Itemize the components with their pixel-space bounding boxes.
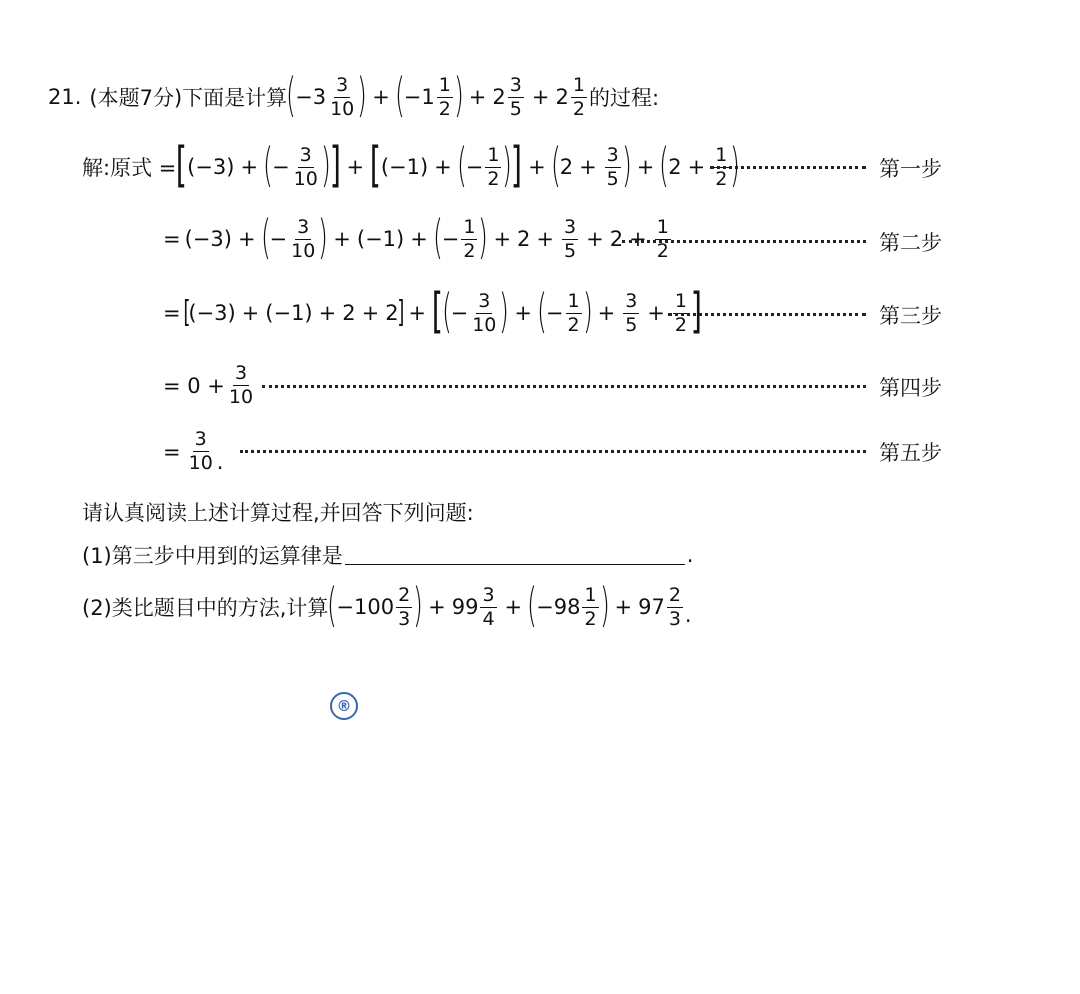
fraction: $\frac{1}{2}$ [572,73,585,120]
fraction: $\frac{3}{10}$ [330,73,355,120]
solution-step-3: = [ (−3) + (−1) + 2 + 2 ] + [ ( − $\frac{3}{10}$ ) + ( − $\frac{1}{2}$ ) + $\frac{3}{5}$ + $\frac{1}{2}$ ] [163,283,702,339]
leader-dots [710,166,866,169]
answer-blank[interactable] [345,546,685,565]
registered-mark-icon: ® [330,692,358,720]
fraction: $\frac{3}{10}$ [291,215,316,262]
fraction: $\frac{1}{2}$ [487,143,500,190]
fraction: $\frac{3}{5}$ [606,143,619,190]
step-label-2: 第二步 [879,231,942,255]
fraction: $\frac{3}{5}$ [509,73,522,120]
paren-close: ) [357,68,368,122]
solution-step-1: 解:原式 = [ (−3) + ( − $\frac{3}{10}$ ) ] + [ (−1) + ( − $\frac{1}{2}$ ) ] + ( 2 + $\frac{3}{5}$ ) + ( 2 + $\frac{1}{2}$ ) [82,137,741,193]
fraction: $\frac{1}{2}$ [674,289,687,336]
fraction: $\frac{3}{10}$ [293,143,318,190]
leader-dots [240,450,866,453]
mixed-whole: 2 [492,85,506,109]
leader-dots [262,385,866,388]
fraction: $\frac{3}{10}$ [472,289,497,336]
fraction: $\frac{1}{2}$ [567,289,580,336]
mixed-whole: −1 [403,85,435,109]
fraction: $\frac{2}{3}$ [398,583,411,630]
question-line: 21. (本题7分)下面是计算 ( −3 $\frac{3}{10}$ ) + ( −1 $\frac{1}{2}$ ) + 2 $\frac{3}{5}$ + 2 $\frac{1}{2}$ 的过程: [48,68,660,122]
step-label-3: 第三步 [879,304,942,328]
question-intro: (本题7分)下面是计算 [89,86,288,110]
fraction: $\frac{3}{10}$ [228,362,254,408]
fraction: $\frac{3}{5}$ [625,289,638,336]
sub-question-1: (1)第三步中用到的运算律是 . [82,543,694,568]
question-number: 21. [48,85,82,109]
mixed-whole: −3 [295,85,327,109]
step-label-4: 第四步 [879,376,942,400]
fraction: $\frac{1}{2}$ [715,143,728,190]
step-label-1: 第一步 [879,157,942,181]
fraction: $\frac{3}{5}$ [564,215,577,262]
fraction: $\frac{2}{3}$ [668,583,681,630]
mixed-whole: 2 [555,85,569,109]
fraction: $\frac{1}{2}$ [656,215,669,262]
fraction: $\frac{3}{10}$ [188,428,213,474]
fraction: $\frac{1}{2}$ [463,215,476,262]
sub-question-2: (2)类比题目中的方法,计算 ( −100 $\frac{2}{3}$ ) + 99 $\frac{3}{4}$ + ( −98 $\frac{1}{2}$ ) + 97 $\frac{2}{3}$ . [82,578,692,632]
fraction: $\frac{3}{4}$ [482,583,495,630]
read-prompt: 请认真阅读上述计算过程,并回答下列问题: [82,501,474,525]
fraction: $\frac{1}{2}$ [584,583,597,630]
leader-dots [668,313,866,316]
step-label-5: 第五步 [879,441,942,465]
solution-prefix: 解:原式 = [82,156,177,180]
paren-open: ( [394,68,405,122]
paren-close: ) [453,68,464,122]
leader-dots [622,240,866,243]
paren-open: ( [286,68,297,122]
question-tail: 的过程: [588,86,660,110]
solution-step-5: = $\frac{3}{10}$ . [163,428,224,474]
solution-step-2: = (−3) + ( − $\frac{3}{10}$ ) + (−1) + ( − $\frac{1}{2}$ ) + 2 + $\frac{3}{5}$ + 2 + $\frac{1}{2}$ [163,210,669,264]
solution-step-4: = 0 + $\frac{3}{10}$ [163,362,254,408]
fraction: $\frac{1}{2}$ [438,73,451,120]
